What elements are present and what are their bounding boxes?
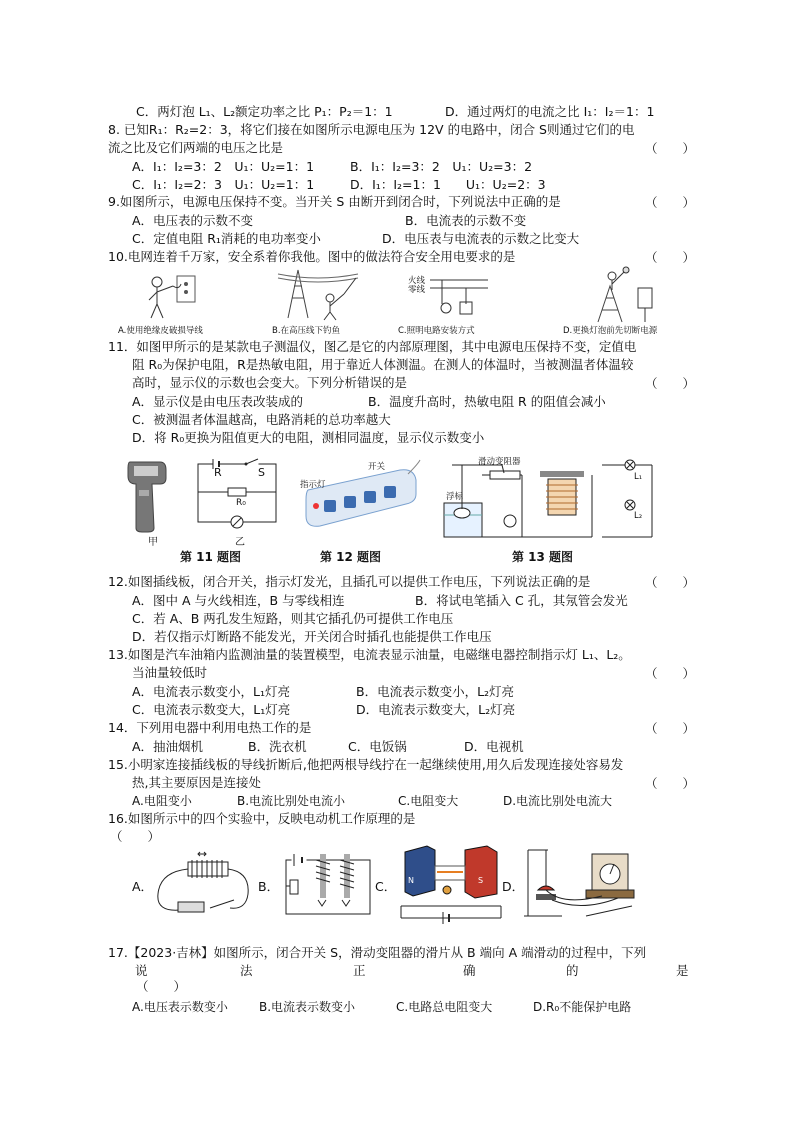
- q11-option-d: D．将 R₀更换为阻值更大的电阻，测相同温度，显示仪示数变小: [132, 430, 485, 445]
- q14-option-a: A．抽油烟机: [132, 739, 204, 754]
- q10-picture-d: [590, 266, 660, 322]
- q13-option-d: D．电流表示数变大，L₂灯亮: [356, 702, 516, 717]
- q14-option-d: D．电视机: [464, 739, 524, 754]
- q8-option-d: D．I₁：I₂=1：1 U₁：U₂=2：3: [350, 177, 546, 192]
- q10-picture-b: [278, 268, 358, 320]
- q11-option-a: A．显示仪是由电压表改装成的: [132, 394, 304, 409]
- thermometer-gun-image: [124, 460, 169, 532]
- fig11-s-label: S: [258, 466, 265, 479]
- q9-option-b: B．电流表的示数不变: [405, 213, 527, 228]
- q11-stem-line1: 11．如图甲所示的是某款电子测温仪，图乙是它的内部原理图，其中电源电压保持不变，定值电: [108, 339, 637, 354]
- q14-option-c: C．电饭锅: [348, 739, 407, 754]
- fig11-caption: 第 11 题图: [180, 550, 242, 564]
- q12-option-c: C．若 A、B 两孔发生短路，则其它插孔仍可提供工作电压: [132, 611, 454, 626]
- q16-option-b-label: B．: [258, 879, 280, 894]
- fig12-indicator-label: 指示灯: [300, 480, 326, 490]
- fig13-caption: 第 13 题图: [512, 550, 574, 564]
- q10-option-b: B.在高压线下钓鱼: [272, 326, 341, 336]
- q9-answer-paren: （ ）: [645, 195, 696, 210]
- q15-option-c: C.电阻变大: [398, 794, 459, 808]
- q8-option-a: A．I₁：I₂=3：2 U₁：U₂=1：1: [132, 159, 315, 174]
- q15-stem-line2: 热,其主要原因是连接处: [132, 775, 261, 790]
- q17-stem-word-6: 是: [676, 963, 689, 978]
- q14-stem: 14．下列用电器中利用电热工作的是: [108, 720, 312, 735]
- q16-magnet-n-label: N: [408, 876, 414, 885]
- q11-option-c: C．被测温者体温越高，电路消耗的总功率越大: [132, 412, 391, 427]
- q9-option-a: A．电压表的示数不变: [132, 213, 254, 228]
- q14-answer-paren: （ ）: [645, 721, 696, 736]
- q7-option-c: C．两灯泡 L₁、L₂额定功率之比 P₁：P₂＝1：1: [136, 104, 393, 119]
- q16-answer-paren: （ ）: [110, 829, 161, 844]
- q13-stem-line1: 13.如图是汽车油箱内监测油量的装置模型，电流表显示油量，电磁继电器控制指示灯 L₁、L₂。: [108, 647, 631, 662]
- fig12-caption: 第 12 题图: [320, 550, 382, 564]
- fig11-circuit-diagram: [196, 462, 278, 528]
- power-strip-image: [300, 460, 420, 530]
- q16-option-d-galvanometer-image: [522, 846, 642, 922]
- q9-option-d: D．电压表与电流表的示数之比变大: [382, 231, 580, 246]
- fig13-relay-circuit: [442, 455, 657, 545]
- q11-option-b: B．温度升高时，热敏电阻 R 的阻值会减小: [368, 394, 606, 409]
- q8-option-c: C．I₁：I₂=2：3 U₁：U₂=1：1: [132, 177, 315, 192]
- q17-stem-word-1: 说: [135, 963, 148, 978]
- q10-stem: 10.电网连着千万家，安全系着你我他。图中的做法符合安全用电要求的是: [108, 249, 516, 264]
- fig13-rheostat-label: 滑动变阻器: [478, 457, 521, 467]
- fig11-jia-label: 甲: [148, 537, 158, 548]
- q16-magnet-s-label: S: [478, 876, 484, 885]
- q13-option-b: B．电流表示数变小，L₂灯亮: [356, 684, 515, 699]
- q10-option-d: D.更换灯泡前先切断电源: [563, 326, 658, 336]
- q12-option-a: A．图中 A 与火线相连，B 与零线相连: [132, 593, 345, 608]
- fig11-r-label: R: [214, 466, 222, 479]
- fig13-l1-label: L₁: [634, 472, 643, 482]
- q8-option-b: B．I₁：I₂=3：2 U₁：U₂=3：2: [350, 159, 533, 174]
- q13-answer-paren: （ ）: [645, 666, 696, 681]
- q17-stem-line1: 17.【2023·吉林】如图所示，闭合开关 S，滑动变阻器的滑片从 B 端向 A 端滑动的过程中，下列: [108, 945, 647, 960]
- q12-stem: 12.如图插线板，闭合开关，指示灯发光，且插孔可以提供工作电压，下列说法正确的是: [108, 574, 591, 589]
- q8-stem-cont: 流之比及它们两端的电压之比是: [108, 140, 284, 155]
- q16-option-d-label: D．: [502, 879, 525, 894]
- q10-zero-wire-label: 零线: [408, 285, 426, 295]
- fig11-yi-label: 乙: [235, 537, 245, 548]
- fig13-float-label: 浮标: [446, 492, 464, 502]
- q16-stem: 16.如图所示中的四个实验中，反映电动机工作原理的是: [108, 811, 416, 826]
- q12-option-d: D．若仅指示灯断路不能发光，开关闭合时插孔也能提供工作电压: [132, 629, 492, 644]
- fig13-l2-label: L₂: [634, 511, 643, 521]
- q17-option-a: A.电压表示数变小: [132, 1000, 228, 1014]
- q9-option-c: C．定值电阻 R₁消耗的电功率变小: [132, 231, 321, 246]
- q17-stem-word-5: 的: [566, 963, 579, 978]
- q16-option-a-solenoid-image: [150, 850, 258, 916]
- q11-answer-paren: （ ）: [645, 376, 696, 391]
- q15-option-d: D.电流比别处电流大: [503, 794, 613, 808]
- fig11-r0-label: R₀: [236, 498, 246, 508]
- q15-option-b: B.电流比别处电流小: [237, 794, 346, 808]
- q14-option-b: B．洗衣机: [248, 739, 307, 754]
- q17-option-b: B.电流表示数变小: [259, 1000, 356, 1014]
- q10-option-c: C.照明电路安装方式: [398, 326, 475, 336]
- q17-option-d: D.R₀不能保护电路: [533, 1000, 632, 1014]
- q8-stem: 8. 已知R₁：R₂=2：3，将它们接在如图所示电源电压为 12V 的电路中，闭合 S则通过它们的电: [108, 122, 635, 137]
- q10-answer-paren: （ ）: [645, 250, 696, 265]
- q15-stem-line1: 15.小明家连接插线板的导线折断后,他把两根导线拧在一起继续使用,用久后发现连接处容易发: [108, 757, 624, 772]
- q12-option-b: B．将试电笔插入 C 孔，其氖管会发光: [415, 593, 628, 608]
- q13-stem-line2: 当油量较低时: [132, 665, 208, 680]
- fig12-switch-label: 开关: [368, 462, 386, 472]
- q16-option-b-electromagnets-image: [282, 850, 374, 916]
- q15-answer-paren: （ ）: [645, 776, 696, 791]
- q11-stem-line3: 高时，显示仪的示数也会变大。下列分析错误的是: [132, 375, 408, 390]
- q13-option-c: C．电流表示数变大，L₁灯亮: [132, 702, 291, 717]
- q17-answer-paren: （ ）: [136, 979, 187, 994]
- q9-stem: 9.如图所示，电源电压保持不变。当开关 S 由断开到闭合时，下列说法中正确的是: [108, 194, 561, 209]
- q10-picture-a: [135, 270, 215, 320]
- q11-stem-line2: 阻 R₀为保护电阻，R是热敏电阻，用于靠近人体测温。在测人的体温时，当被测温者体温较: [132, 357, 634, 372]
- q13-option-a: A．电流表示数变小，L₁灯亮: [132, 684, 291, 699]
- q7-option-d: D．通过两灯的电流之比 I₁：I₂＝1：1: [445, 104, 655, 119]
- q17-option-c: C.电路总电阻变大: [396, 1000, 493, 1014]
- q17-stem-word-3: 正: [353, 963, 366, 978]
- q16-option-a-label: A．: [132, 879, 154, 894]
- q10-fire-wire-label: 火线: [408, 276, 426, 286]
- q12-answer-paren: （ ）: [645, 575, 696, 590]
- q15-option-a: A.电阻变小: [132, 794, 192, 808]
- q8-answer-paren: （ ）: [645, 141, 696, 156]
- q17-stem-word-4: 确: [463, 963, 476, 978]
- q16-option-c-label: C．: [375, 879, 397, 894]
- q10-option-a: A.使用绝缘皮破损导线: [118, 326, 203, 336]
- q17-stem-word-2: 法: [240, 963, 253, 978]
